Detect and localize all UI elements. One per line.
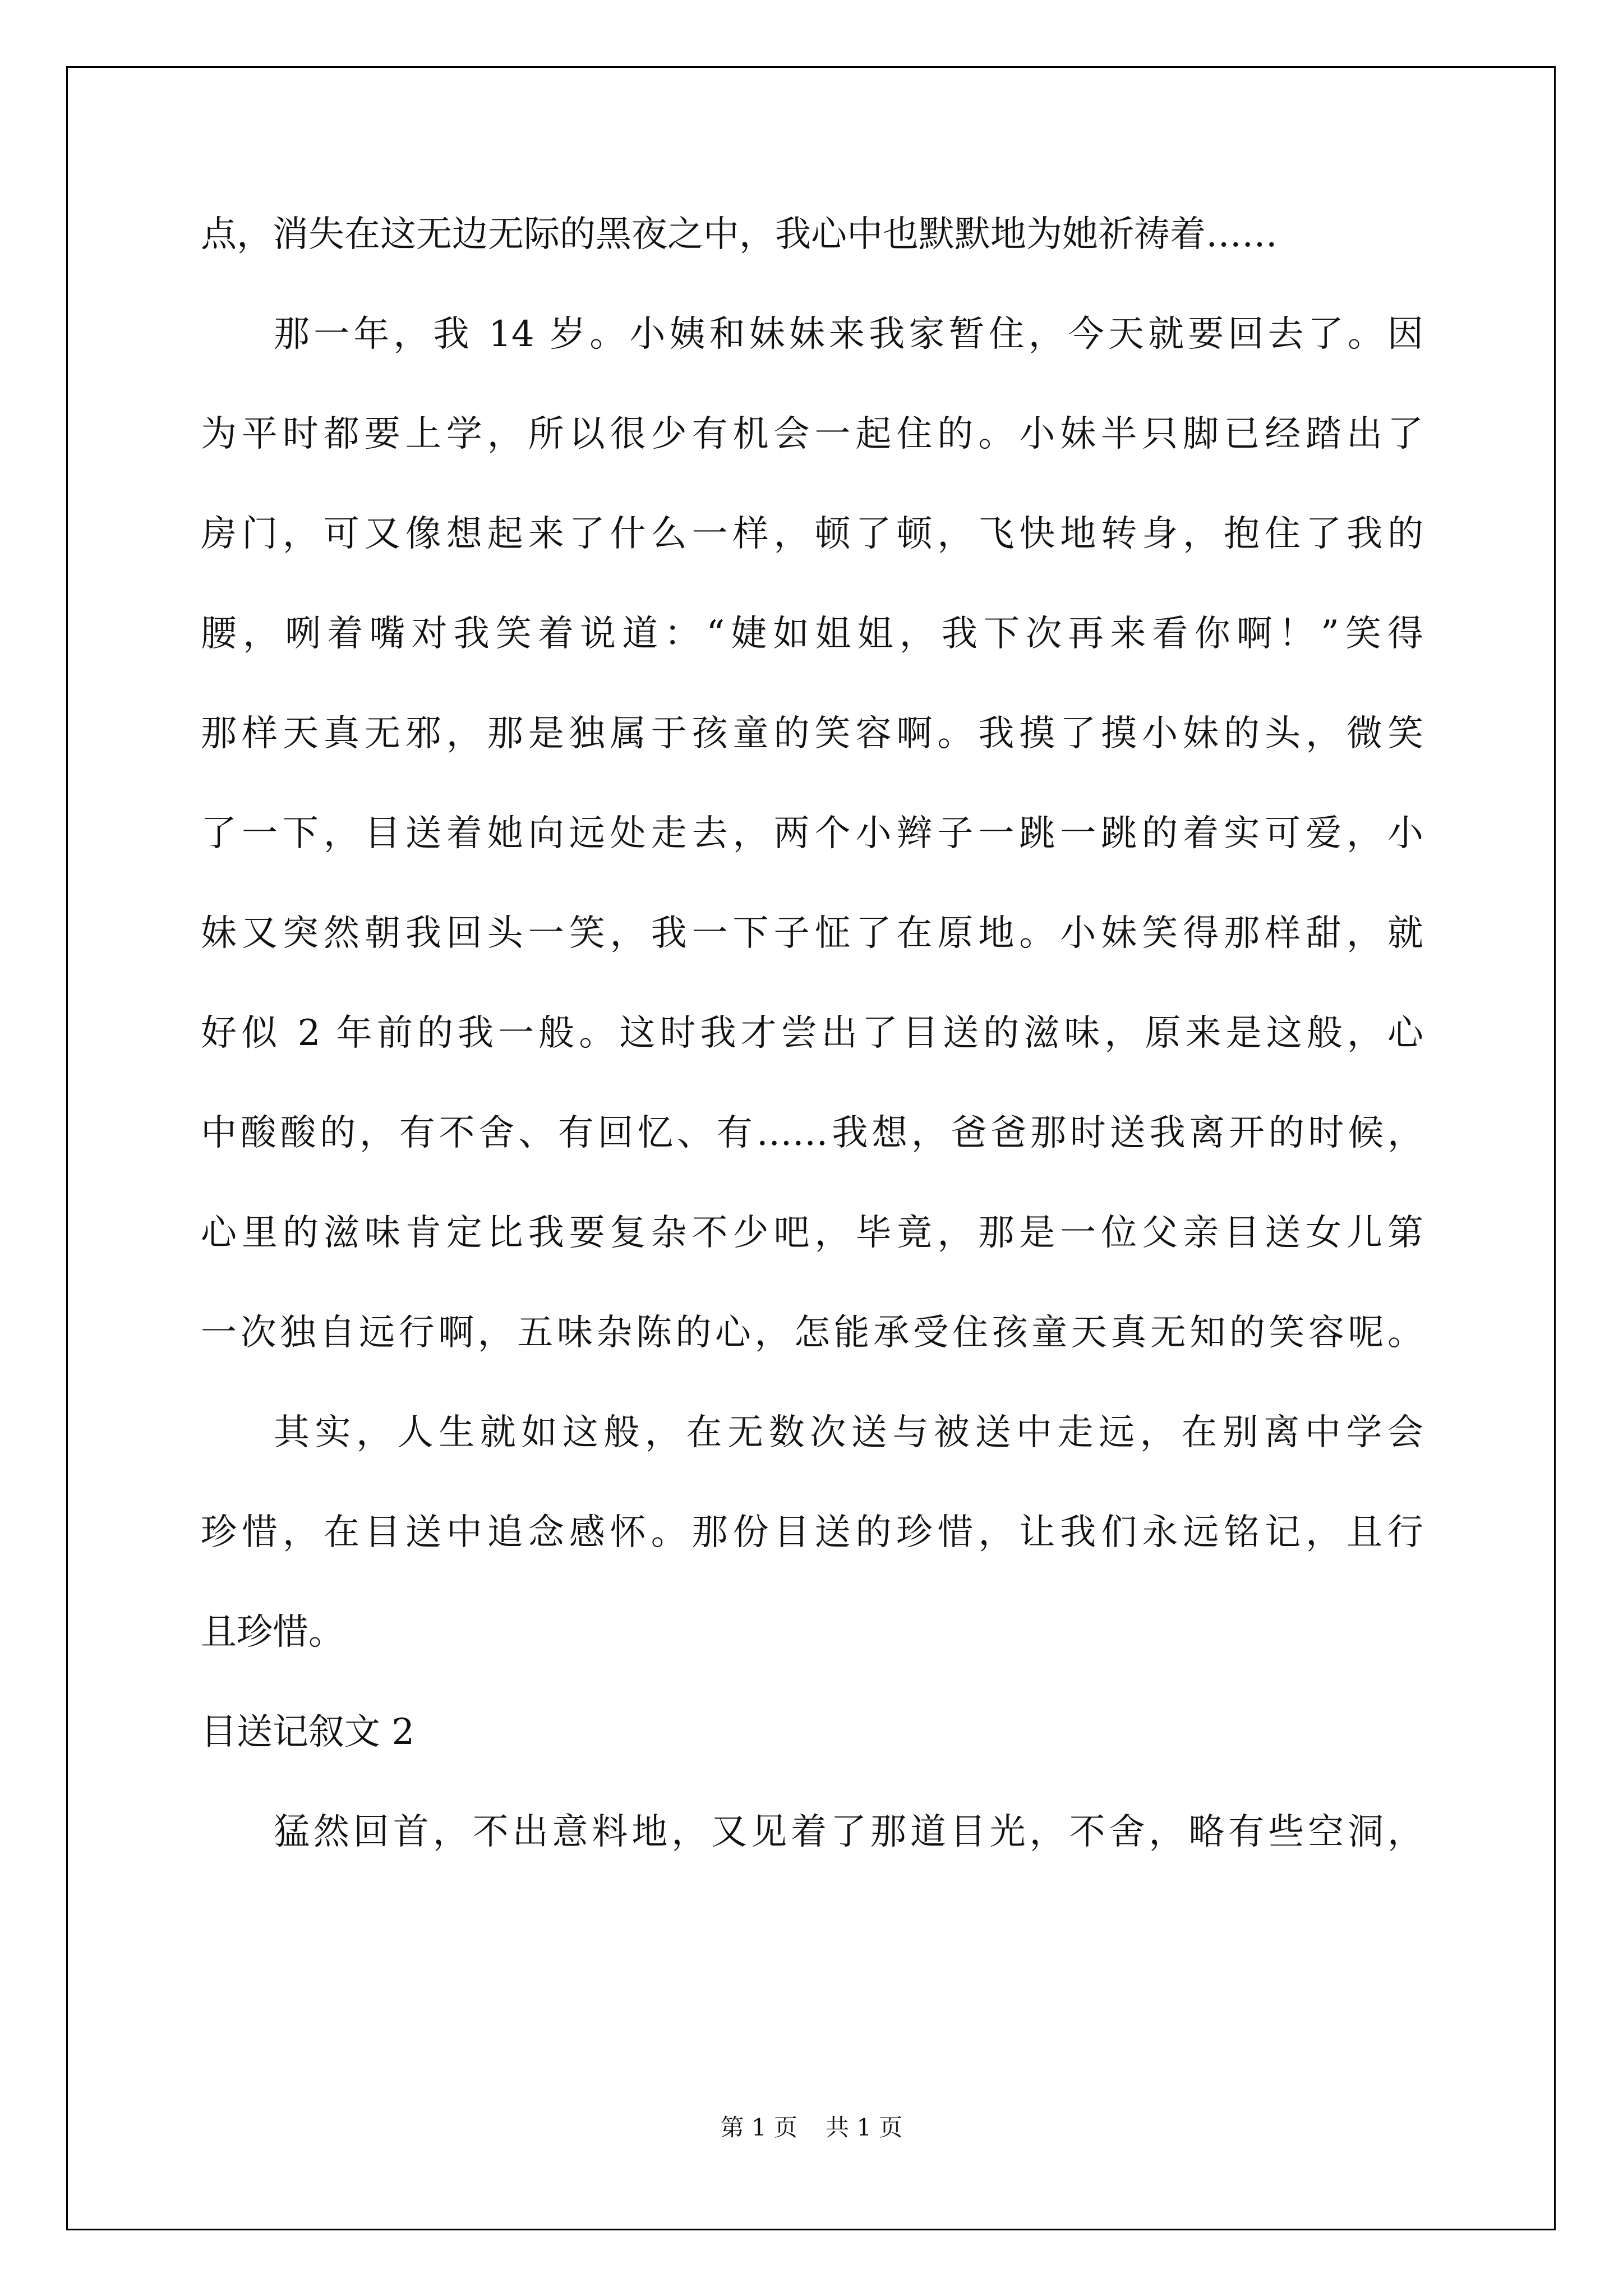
text-line-13: 其实，人生就如这般，在无数次送与被送中走远，在别离中学会: [274, 1412, 1423, 1453]
text-line-1: 点，消失在这无边无际的黑夜之中，我心中也默默地为她祈祷着……: [201, 214, 1278, 255]
section-heading: 目送记叙文 2: [201, 1711, 415, 1753]
text-line-12: 一次独自远行啊，五味杂陈的心，怎能承受住孩童天真无知的笑容呢。: [201, 1312, 1423, 1354]
text-line-10: 中酸酸的，有不舍、有回忆、有……我想，爸爸那时送我离开的时候，: [201, 1112, 1423, 1154]
text-line-7: 了一下，目送着她向远处走去，两个小辫子一跳一跳的着实可爱，小: [201, 813, 1423, 854]
page-footer: [0, 2109, 1623, 2143]
text-line-14: 珍惜，在目送中追念感怀。那份目送的珍惜，让我们永远铭记，且行: [201, 1512, 1423, 1553]
document-body: [201, 206, 1423, 1904]
text-line-2: 那一年，我 14 岁。小姨和妹妹来我家暂住，今天就要回去了。因: [274, 314, 1423, 355]
text-line-11: 心里的滋味肯定比我要复杂不少吧，毕竟，那是一位父亲目送女儿第: [201, 1212, 1423, 1254]
page-number: 第 1 页: [720, 2114, 797, 2141]
text-line-4: 房门，可又像想起来了什么一样，顿了顿，飞快地转身，抱住了我的: [201, 513, 1423, 555]
text-line-15: 且珍惜。: [201, 1612, 344, 1653]
text-line-9: 好似 2 年前的我一般。这时我才尝出了目送的滋味，原来是这般，心: [201, 1013, 1423, 1054]
text-line-6: 那样天真无邪，那是独属于孩童的笑容啊。我摸了摸小妹的头，微笑: [201, 713, 1423, 754]
text-line-8: 妹又突然朝我回头一笑，我一下子怔了在原地。小妹笑得那样甜，就: [201, 913, 1423, 954]
page-total: 共 1 页: [826, 2114, 903, 2141]
text-line-17: 猛然回首，不出意料地，又见着了那道目光，不舍，略有些空洞，: [274, 1811, 1423, 1853]
text-line-3: 为平时都要上学，所以很少有机会一起住的。小妹半只脚已经踏出了: [201, 413, 1423, 455]
text-line-5: 腰，咧着嘴对我笑着说道：“婕如姐姐，我下次再来看你啊！”笑得: [201, 613, 1423, 655]
